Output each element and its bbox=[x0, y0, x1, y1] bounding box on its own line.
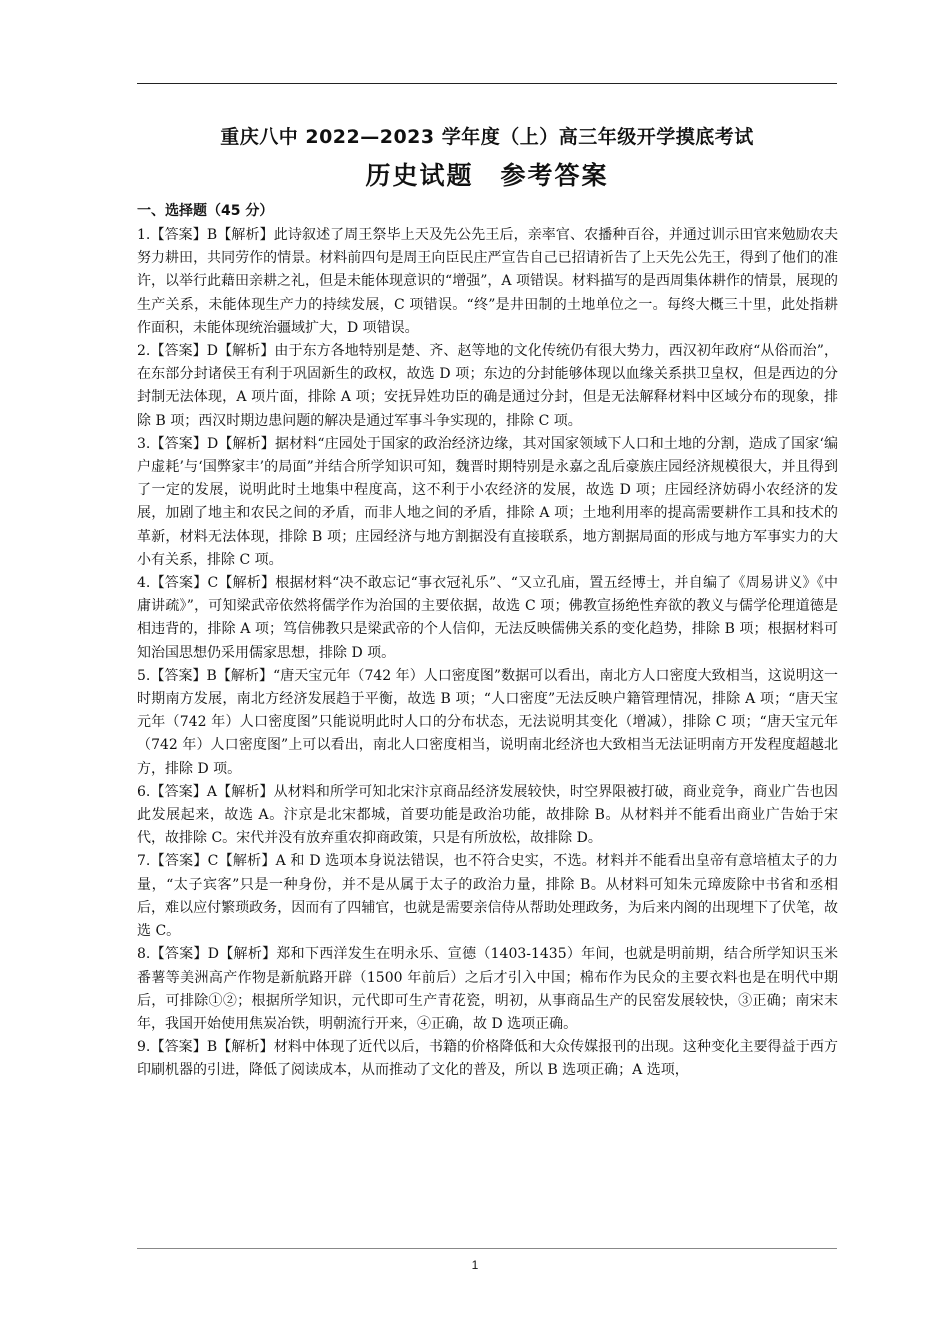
question-5-answer: 5.【答案】B【解析】“唐天宝元年（742 年）人口密度图”数据可以看出，南北方人口密度大致相当，这说明这一时期南方发展，南北方经济发展趋于平衡，故选 B 项；“人口密度”无法反映户籍管理情况，排除 A 项；“唐天宝元年（742 年）人口密度图”只能说明此时人口的分布状态，无法说明其变化（增减），排除 C 项；“唐天宝元年（742 年）人口密度图”上可以看出，南北人口密度相当，说明南北经济也大致相当无法证明南方开发程度超越北方，排除 D 项。 bbox=[137, 667, 838, 777]
question-6-answer: 6.【答案】A【解析】从材料和所学可知北宋汴京商品经济发展较快，时空界限被打破，商业竞争，商业广告也因此发展起来，故选 A。汴京是北宋都城，首要功能是政治功能，故排除 B。从材料并不能看出商业广告始于宋代，故排除 C。宋代并没有放弃重农抑商政策，只是有所放松，故排除 D。 bbox=[137, 783, 838, 847]
question-4-answer: 4.【答案】C【解析】根据材料“决不敢忘记“事衣冠礼乐”、“又立孔庙，置五经博士，并自编了《周易讲义》《中庸讲疏》”，可知梁武帝依然将儒学作为治国的主要依据，故选 C 项；佛教宣扬绝性弃欲的教义与儒学伦理道德是相违背的，排除 A 项；笃信佛教只是梁武帝的个人信仰，无法反映儒佛关系的变化趋势，排除 B 项；根据材料可知治国思想仍采用儒家思想，排除 D 项。 bbox=[137, 575, 838, 661]
question-8-answer: 8.【答案】D【解析】郑和下西洋发生在明永乐、宣德（1403-1435）年间，也就是明前期，结合所学知识玉米番薯等美洲高产作物是新航路开辟（1500 年前后）之后才引入中国；棉布作为民众的主要衣料也是在明代中期后，可排除①②；根据所学知识，元代即可生产青花瓷，明初，从事商品生产的民窑发展较快，③正确；南宋末年，我国开始使用焦炭冶铁，明朝流行开来，④正确，故 D 选项正确。 bbox=[137, 946, 838, 1032]
question-3-answer: 3.【答案】D【解析】据材料“庄园处于国家的政治经济边缘，其对国家领域下人口和土地的分割，造成了国家‘编户虚耗’与‘国弊家丰’的局面”并结合所学知识可知，魏晋时期特别是永嘉之乱后豪族庄园经济规模很大，并且得到了一定的发展，说明此时土地集中程度高，这不利于小农经济的发展，故选 D 项；庄园经济妨碍小农经济的发展，加剧了地主和农民之间的矛盾，而非人地之间的矛盾，排除 A 项；土地利用率的提高需要耕作工具和技术的革新，材料无法体现，排除 B 项；庄园经济与地方割据没有直接联系，地方割据局面的形成与地方军事实力的大小有关系，排除 C 项。 bbox=[137, 435, 838, 568]
footer-rule bbox=[137, 1248, 837, 1249]
question-1-answer: 1.【答案】B【解析】此诗叙述了周王祭毕上天及先公先王后，亲率官、农播种百谷，并通过训示田官来勉励农夫努力耕田，共同劳作的情景。材料前四句是周王向臣民庄严宣告自己已招请祈告了上天先公先王，得到了他们的准许，以举行此藉田亲耕之礼，但是未能体现意识的“增强”，A 项错误。材料描写的是西周集体耕作的情景，展现的生产关系，未能体现生产力的持续发展，C 项错误。“终”是井田制的土地单位之一。每终大概三十里，此处指耕作面积，未能体现统治疆域扩大，D 项错误。 bbox=[137, 227, 838, 336]
page-number: 1 bbox=[471, 1258, 479, 1272]
exam-title: 重庆八中 2022—2023 学年度（上）高三年级开学摸底考试 bbox=[220, 126, 754, 148]
section-heading: 一、选择题（45 分） bbox=[137, 203, 274, 219]
question-9-answer: 9.【答案】B【解析】材料中体现了近代以后，书籍的价格降低和大众传媒报刊的出现。这种变化主要得益于西方印刷机器的引进，降低了阅读成本，从而推动了文化的普及，所以 B 选项正确；A 选项， bbox=[137, 1039, 838, 1079]
question-2-answer: 2.【答案】D【解析】由于东方各地特别是楚、齐、赵等地的文化传统仍有很大势力，西汉初年政府“从俗而治”，在东部分封诸侯王有利于巩固新生的政权，故选 D 项；东边的分封能够体现以血缘关系拱卫皇权，但是西边的分封制无法体现，A 项片面，排除 A 项；安抚异姓功臣的确是通过分封，但是无法解释材料中区域分布的现象，排除 B 项；西汉时期边患问题的解决是通过军事斗争实现的，排除 C 项。 bbox=[137, 343, 838, 429]
header-rule bbox=[137, 83, 837, 84]
exam-subtitle: 历史试题 参考答案 bbox=[365, 161, 609, 190]
answer-body bbox=[137, 200, 838, 1083]
question-7-answer: 7.【答案】C【解析】A 和 D 选项本身说法错误，也不符合史实，不选。材料并不能看出皇帝有意培植太子的力量，“太子宾客”只是一种身份，并不是从属于太子的政治力量，排除 B。从材料可知朱元璋废除中书省和丞相后，难以应付繁琐政务，因而有了四辅官，也就是需要亲信侍从帮助处理政务，为后来内阁的出现埋下了伏笔，故选 C。 bbox=[137, 853, 838, 940]
